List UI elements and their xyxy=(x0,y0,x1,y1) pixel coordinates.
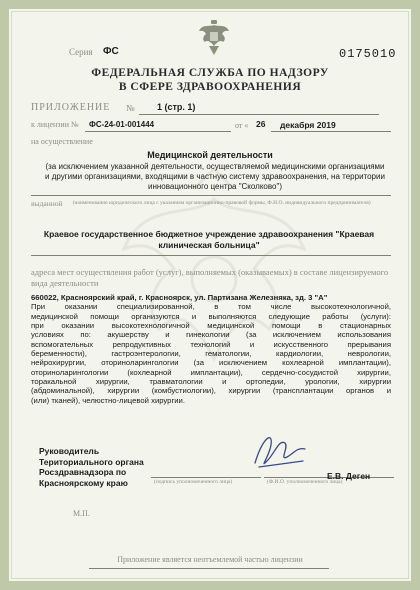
address-services-block xyxy=(31,293,391,405)
address-label: адреса мест осуществления работ (услуг), выполняемых (оказываемых) в составе лицензируемого вида деятельности xyxy=(31,267,389,288)
basis-label: на осуществление xyxy=(31,137,93,146)
handwritten-signature-icon xyxy=(249,427,309,475)
activity-name: Медицинской деятельности xyxy=(147,150,273,160)
appendix-number-label: № xyxy=(126,103,135,113)
license-number-line xyxy=(85,131,231,132)
name-caption: (Ф.И.О. уполномоченного лица) xyxy=(267,479,343,485)
footer-note: Приложение является неотъемлемой частью лицензии xyxy=(117,555,303,564)
address-line: 660022, Красноярский край, г. Красноярск, ул. Партизана Железняка, зд. 3 "А" xyxy=(31,293,328,302)
services-line: (или) тканей), челюстно-лицевой хирургии. xyxy=(31,395,185,405)
license-date-line xyxy=(271,131,391,132)
services-line: нейрохирургии, оториноларингологии (за исключением кохлеарной имплантации), xyxy=(31,358,391,368)
services-line: торакальной хирургии, травматологии и ортопедии, урологии, хирургии xyxy=(31,377,391,387)
license-date-day: 26 xyxy=(256,119,266,129)
series-label: Серия xyxy=(69,47,93,57)
license-date-month-year: декабря 2019 xyxy=(280,120,336,130)
date-from-label: от « xyxy=(235,121,249,130)
issued-note: (наименование юридического лица с указанием организационно-правовой формы, Ф.И.О. индивидуального предпринимателя) xyxy=(72,200,371,206)
services-line: (абдоминальной), хирургии (комбустиологии), хирургии (трансплантации органов и xyxy=(31,386,391,396)
appendix-number-line xyxy=(139,114,379,115)
activity-note: (за исключением указанной деятельности, осуществляемой медицинскими организациями и другими организациями, входящими в частную систему здравоохранения, на территории инновационного центра "Сколково") xyxy=(45,162,385,191)
organization-line xyxy=(31,255,391,256)
services-line: При оказании специализированной, в том числе высокотехнологичной, xyxy=(31,302,391,312)
appendix-label: ПРИЛОЖЕНИЕ xyxy=(31,102,111,113)
footer-line xyxy=(89,568,329,569)
signatory-title: Руководитель Териториального органа Росздравнадзора по Красноярскому краю xyxy=(39,446,144,488)
license-label: к лицензии № xyxy=(31,120,79,129)
stamp-label: М.П. xyxy=(73,509,90,518)
organization-name: Краевое государственное бюджетное учреждение здравоохранения "Краевая клиническая больница" xyxy=(43,229,375,250)
license-number: ФС-24-01-001444 xyxy=(89,120,155,129)
signature-line xyxy=(151,477,261,478)
appendix-number: 1 (стр. 1) xyxy=(157,102,196,112)
services-text xyxy=(31,302,391,405)
coat-of-arms-icon xyxy=(197,19,231,57)
services-line: условиях по: акушерству и гинекологии (за исключением использования xyxy=(31,330,391,340)
signature-caption: (подпись уполномоченного лица) xyxy=(154,479,233,485)
services-line: при оказании высокотехнологичной медицинской помощи в стационарных xyxy=(31,321,391,331)
agency-title-line1: ФЕДЕРАЛЬНАЯ СЛУЖБА ПО НАДЗОРУ xyxy=(91,67,329,79)
services-line: оториноларингологии (кохлеарной имплантации), сердечно-сосудистой хирургии, xyxy=(31,367,391,377)
agency-title-line2: В СФЕРЕ ЗДРАВООХРАНЕНИЯ xyxy=(118,81,302,93)
series-value: ФС xyxy=(103,46,119,57)
serial-number: 0175010 xyxy=(339,47,397,61)
signer-name: Е.В. Деген xyxy=(327,471,371,481)
services-line: вспомогательных репродуктивных технологий и искусственного прерывания xyxy=(31,339,391,349)
services-line: медицинской помощи организуются и выполняются следующие работы (услуги): xyxy=(31,311,391,321)
activity-line xyxy=(31,195,391,196)
issued-label: выданной xyxy=(31,199,63,208)
services-line: беременности), гастроэнтерологии, гематологии, кардиологии, неврологии, xyxy=(31,349,391,359)
